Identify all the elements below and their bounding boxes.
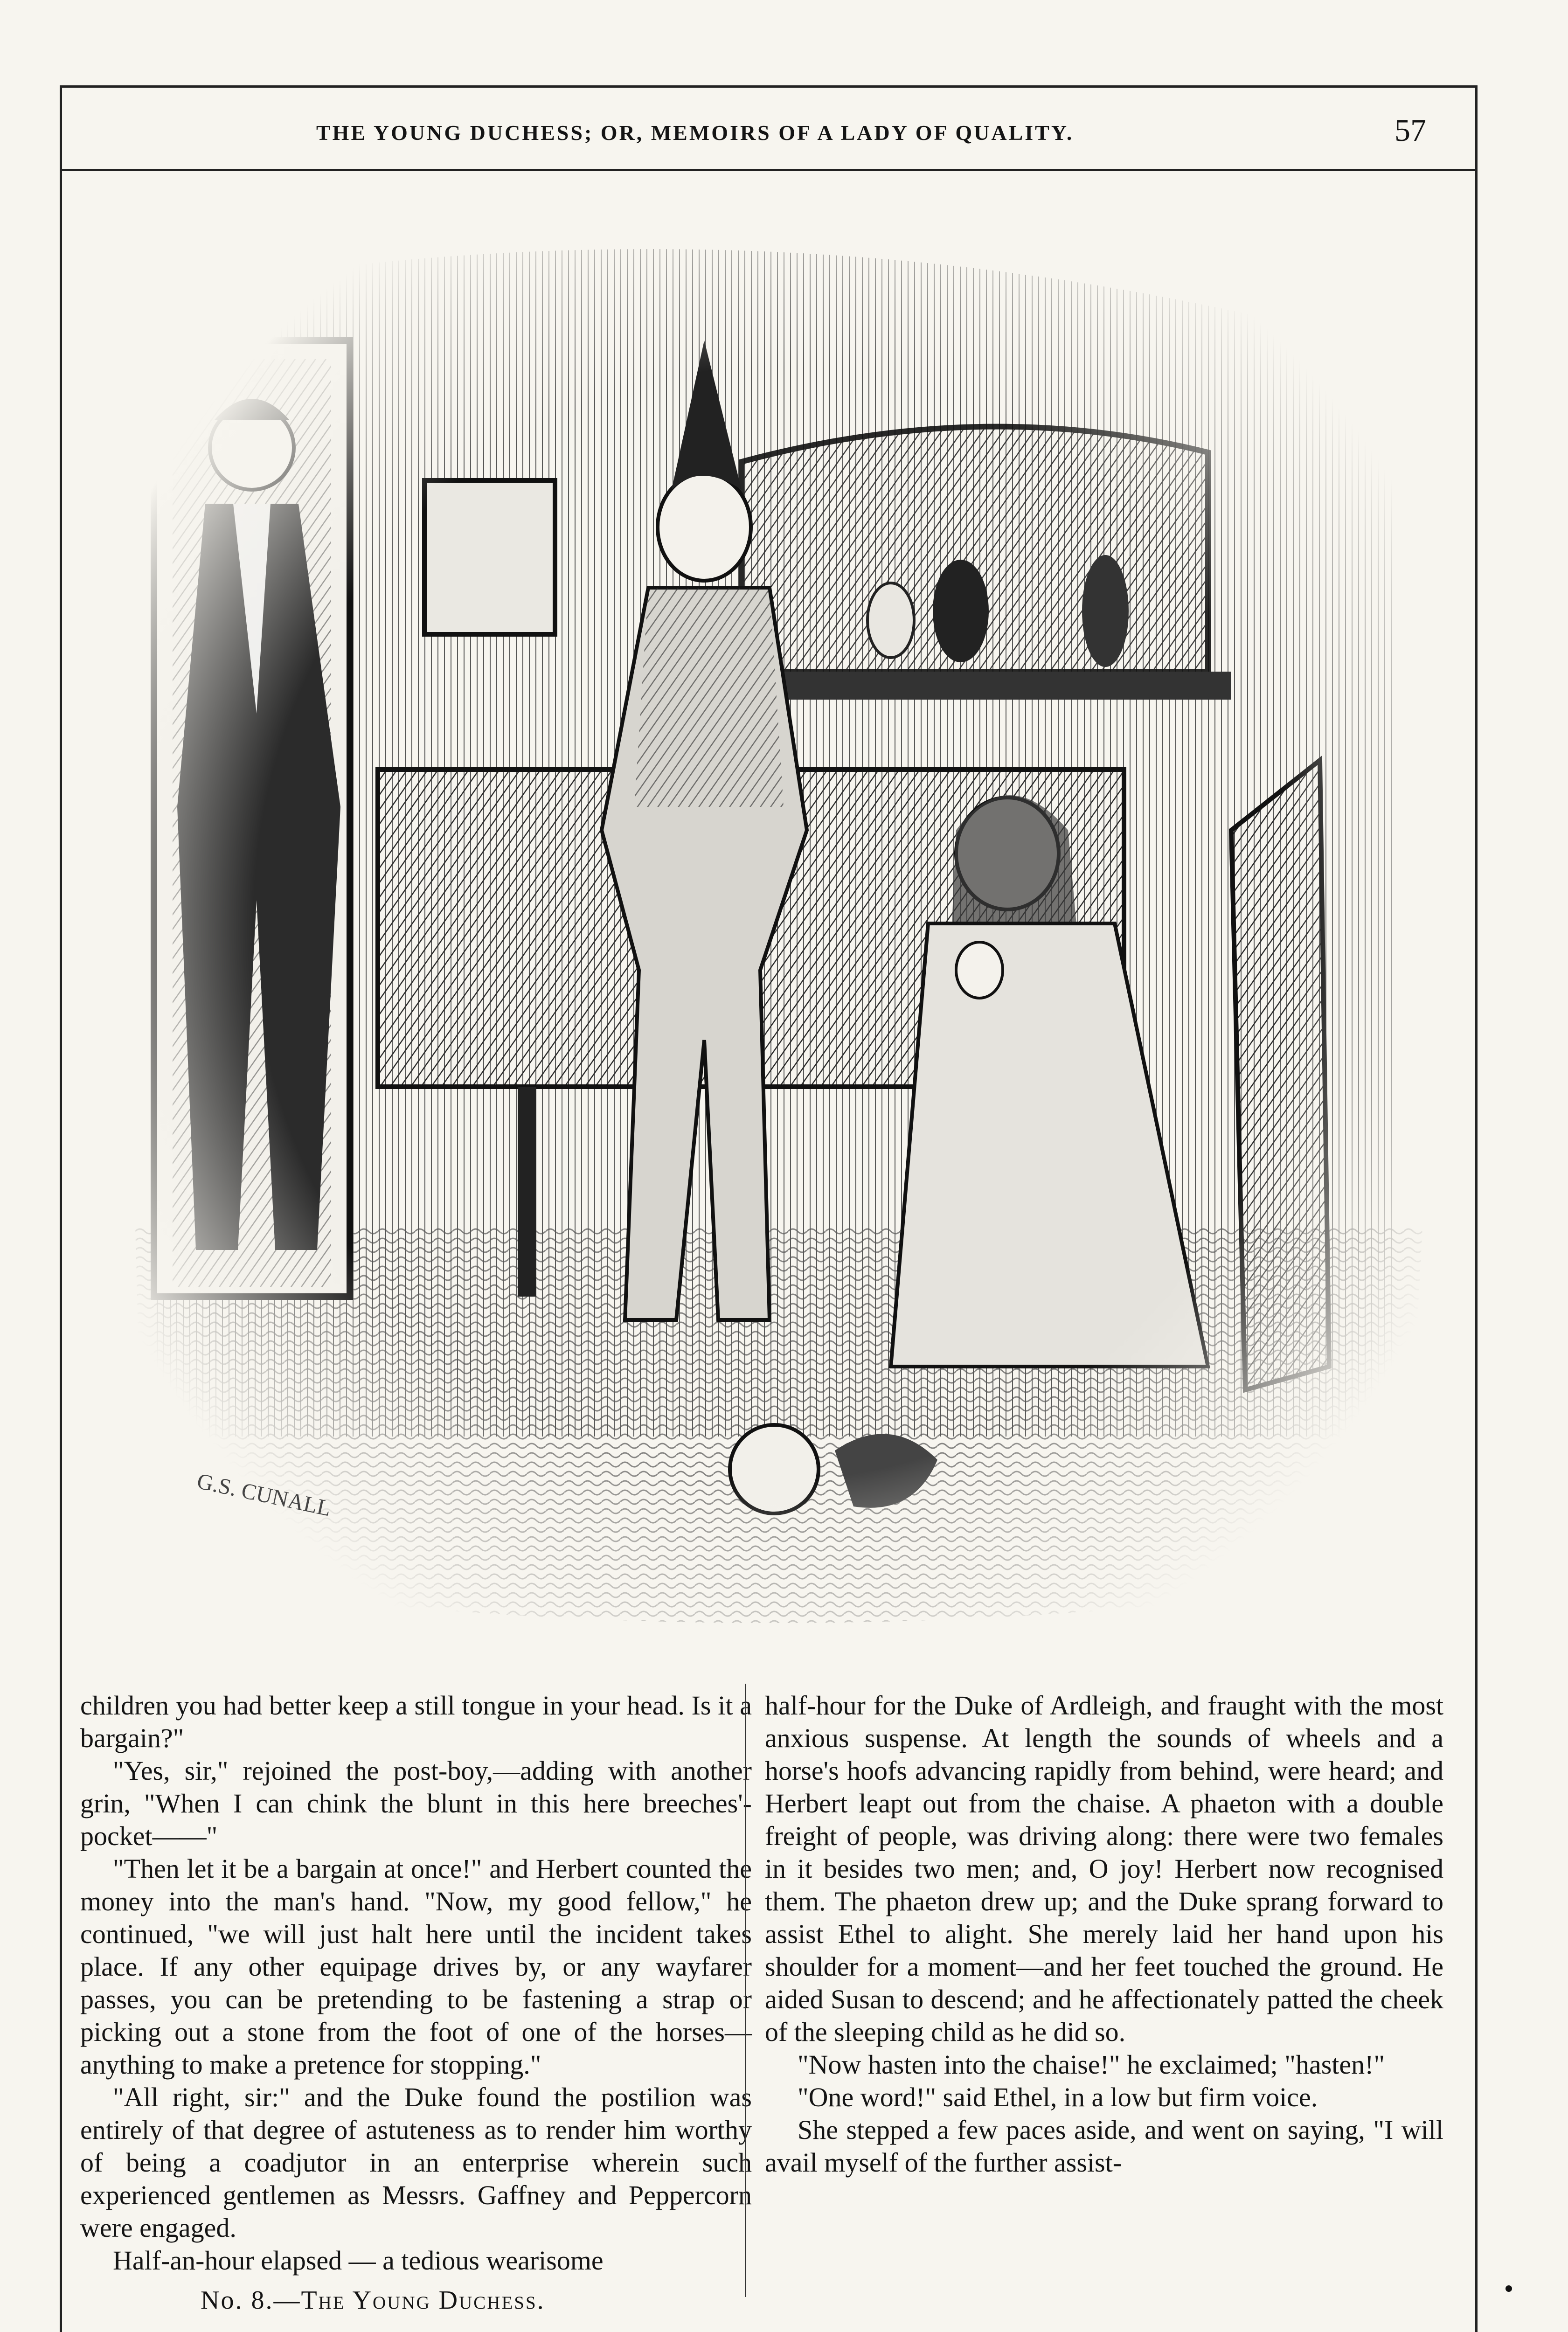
engraved-illustration <box>98 201 1450 1646</box>
paragraph: children you had better keep a still tongue in your head. Is it a bargain?" <box>80 1690 752 1753</box>
column-divider <box>745 1684 746 2297</box>
paragraph: "Yes, sir," rejoined the post-boy,—adding with another grin, "When I can chink the blunt in this here breeches'-pocket——" <box>80 1756 752 1851</box>
right-column <box>765 1689 1443 2179</box>
running-title: THE YOUNG DUCHESS; OR, MEMOIRS OF A LADY OF QUALITY. <box>316 121 1074 145</box>
running-head <box>60 112 1478 159</box>
paragraph: "Then let it be a bargain at once!" and Herbert counted the money into the man's hand. "Now, my good fellow," he continued, "we will just halt here until the incident takes place. If any other equipage drives by, or any wayfarer passes, you can be pretending to be fastening a strap or picking out a stone from the foot of one of the horses—anything to make a pretence for stopping." <box>80 1853 752 2080</box>
artist-signature: G.S. CUNALL <box>194 1468 333 1521</box>
paragraph: "Now hasten into the chaise!" he exclaimed; "hasten!" <box>798 2049 1385 2080</box>
left-column <box>80 1689 752 2277</box>
instalment-title: The Young Duchess. <box>301 2286 545 2315</box>
paragraph: half-hour for the Duke of Ardleigh, and fraught with the most anxious suspense. At length the sounds of wheels and a horse's hoofs advancing rapidly from behind, were heard; and Herbert leapt out from the chaise. A phaeton with a double freight of people, was driving along: there were two females in it besides two men; and, O joy! Herbert now recognised them. The phaeton drew up; and the Duke sprang forward to assist Ethel to alight. She merely laid her hand upon his shoulder for a moment—and her feet touched the ground. He aided Susan to descend; and he affectionately patted the cheek of the sleeping child as he did so. <box>765 1690 1443 2047</box>
page-number: 57 <box>1395 112 1426 148</box>
paragraph: "All right, sir:" and the Duke found the postilion was entirely of that degree of astuteness as to render him worthy of being a coadjutor in an enterprise wherein such experienced gentlemen as Messrs. Gaffney and Peppercorn were engaged. <box>80 2082 752 2243</box>
paragraph: "One word!" said Ethel, in a low but firm voice. <box>798 2082 1318 2112</box>
paragraph: She stepped a few paces aside, and went on saying, "I will avail myself of the further assist- <box>765 2115 1443 2178</box>
instalment-footer <box>201 2285 545 2315</box>
header-rule <box>60 169 1478 171</box>
instalment-number: No. 8.— <box>201 2286 301 2315</box>
ink-speck <box>1506 2285 1512 2292</box>
paragraph: Half-an-hour elapsed — a tedious wearisome <box>113 2245 604 2276</box>
